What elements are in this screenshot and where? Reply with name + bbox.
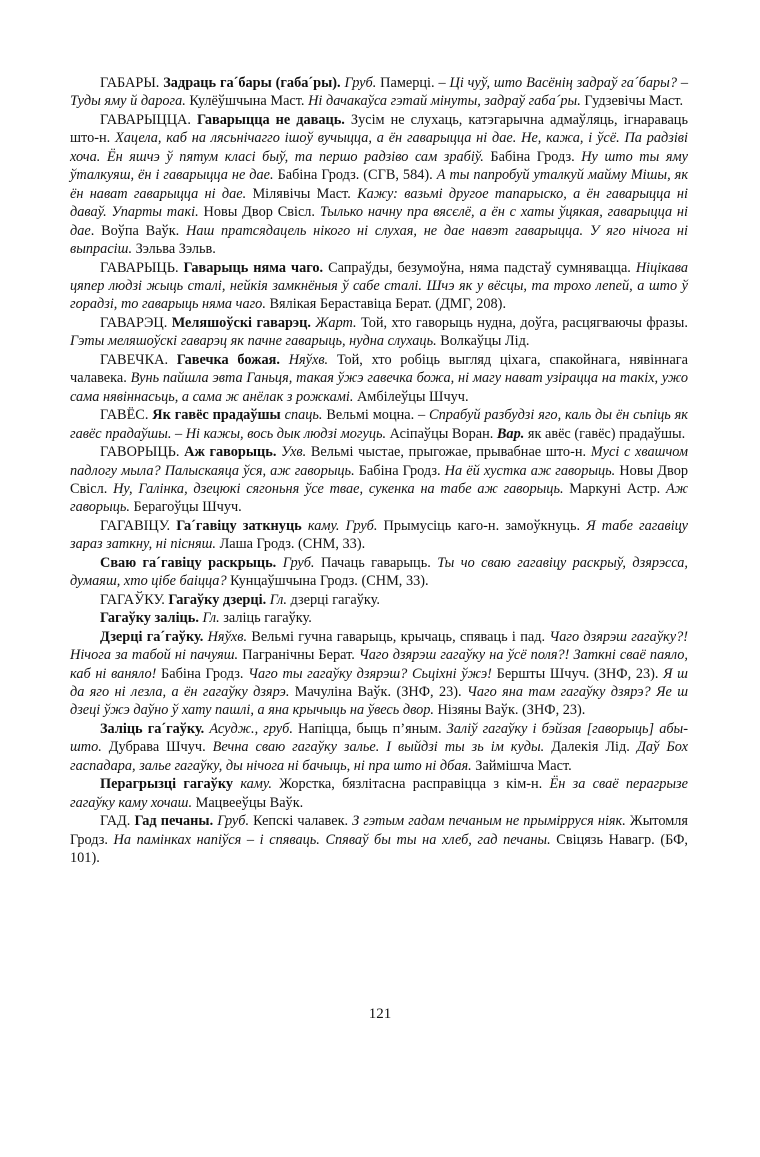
headword: Перагрызці гагаўку [100, 776, 234, 793]
entry-text: ГАВАРЭЦ. [100, 314, 172, 331]
example-text: Вечна сваю гагаўку залье. І выйдзі ты зь ім куды. [212, 739, 545, 756]
example-text: Жарт. [315, 314, 357, 331]
dictionary-entry [70, 609, 688, 627]
dictionary-entry [70, 74, 688, 111]
example-text: Груб. [282, 554, 315, 571]
entry-text: Волкаўцы Лід. [436, 333, 530, 350]
example-text: Хацела, каб на лясьнічагго ішоў вучыцца, а ён гаварыцца ні дае. Не, кажа, і ўсё. Па радзіві хоча. Ён яшчэ ў пятум класі быў, та першо радзіво сам зрабіў. [70, 130, 688, 165]
example-text: Асудж., груб. [209, 720, 293, 737]
example-text: Заліў гагаўку і бэйзая [гаворыць] абы-што. [70, 720, 688, 756]
example-text: Чаго ты гагаўку дзярэш? Сьціхні ўжэ! [248, 665, 492, 682]
entry-text: Мілявічы Маст. [246, 185, 358, 202]
example-text: Тылько начну пра вясєлё, а ён с хаты ўцякая, гаварыцца ні дае [70, 204, 688, 239]
entry-text: Лаша Гродз. (СНМ, 33). [216, 536, 366, 553]
dictionary-entry [70, 591, 688, 609]
entry-text: Жорстка, бязлітасна расправіцца з кім-н. [271, 776, 550, 793]
dictionary-entry [70, 259, 688, 314]
dictionary-entries [70, 74, 688, 867]
example-text: каму. Груб. [307, 517, 378, 534]
entry-text: заліць гагаўку. [219, 610, 312, 627]
entry-text: Жытомля Гродз. [70, 813, 689, 848]
example-text: Ты чо сваю гагавіцу раскрыў, дзярэсса, думаяш, хто цібе баіцца? [70, 554, 688, 590]
example-text: Гэты меляшоўскі гаварэц як пачне гаварыць, нудна слухаць. [70, 333, 437, 350]
entry-text: Вельмі моцна. – [322, 407, 430, 424]
entry-text: ГАБАРЫ. [100, 75, 164, 91]
entry-text: дзерці гагаўку. [286, 591, 380, 608]
example-text: Я табе гагавіцу зараз заткну, ні пісняш. [70, 517, 688, 553]
example-text: Кажу: вазьмі другое тапарыско, а ён гаварыцца ні даваў. Упарты такі. [70, 185, 688, 221]
entry-text: . Воўпа Ваўк. [90, 222, 186, 239]
headword: Як гавёс прадаўшы [152, 407, 281, 424]
entry-text: Той, хто робіць выгляд ціхага, спакойнага, нявіннага чалавека. [70, 351, 688, 387]
entry-text: ГАВОРЫЦЬ. [100, 444, 185, 461]
entry-text: Новы Двор Свісл. [198, 204, 320, 221]
dictionary-entry [70, 111, 688, 259]
example-text: Наш пратсядацель нікого ні слухая, не дае навэт гаварыцца. У яго нічога ні выпрасіш. [70, 222, 688, 258]
entry-text: Бабіна Гродз. (СГВ, 584). [273, 167, 437, 184]
entry-text: ГАГАВІЦУ. [100, 517, 177, 534]
entry-text: Пачаць гаварыць. [314, 554, 438, 571]
entry-text: Той, хто гаворыць нудна, доўга, расцягваючы фразы. [356, 314, 688, 331]
page-number: 121 [368, 1006, 392, 1022]
entry-text: Вялікая Берастaвіца Берат. (ДМГ, 208). [265, 296, 507, 313]
dictionary-entry [70, 812, 688, 867]
entry-text: ГАГАЎКУ. [100, 591, 169, 608]
headword: Га´гавіцу заткнуць [176, 517, 302, 534]
entry-text: Сапраўды, безумоўна, няма падстаў сумнявацца. [323, 259, 636, 276]
entry-text: Мачуліна Ваўк. (ЗНФ, 23). [289, 683, 467, 700]
example-text: Спрабуй разбудзі яго, каль ды ён сьпіць як гавёс прадаўшы. – Ні кажы, вось дык людзі могуць. [70, 407, 688, 442]
dictionary-entry [70, 720, 688, 775]
headword: Аж гаворыць. [184, 444, 277, 461]
entry-text: ГАД. [100, 813, 135, 830]
entry-text: Асіпаўцы Воран. [386, 425, 497, 442]
entry-text: Вельмі гучна гаварыць, крычаць, спяваць і пад. [247, 628, 550, 645]
example-text: Чаго дзярэш гагаўку на ўсё поля?! Заткні сваё паяло, каб ні ваняло! [70, 647, 688, 682]
example-text: Чаго яна там гагаўку дзярэ? Яе ш дзеці ўжэ даўно ў хату пашлі, а яна крычыць на ўвесь двор. [70, 683, 688, 719]
entry-text: Кунцаўшчына Гродз. (СНМ, 33). [226, 573, 429, 590]
headword: Заліць га´гаўку. [100, 720, 205, 737]
dictionary-entry [70, 314, 688, 351]
example-text: Ніцікава цяпер людзі жыць сталі, нейкія замкнёныя ў сабе сталі. Шчэ як у вёсцы, та трохо лепей, а што ў горадзі, то гаварыць няма чаго. [70, 259, 688, 313]
dictionary-entry [70, 775, 688, 812]
example-text: Гл. [269, 591, 287, 608]
entry-text: Зэльва Зэльв. [132, 241, 216, 258]
entry-text: Прымусіць каго-н. замоўкнуць. [377, 517, 587, 534]
dictionary-entry [70, 517, 688, 554]
entry-text: Бабіна Гродз. [483, 148, 582, 165]
entry-text: Дубрава Шчуч. [101, 739, 213, 756]
example-text: спаць. [284, 407, 323, 424]
example-text: Няўхв. [288, 351, 329, 368]
example-text: Даў Бох гаспадара, залье гагаўку, ды нічога ні бачыць, ні пра што ні дбая. [70, 739, 688, 774]
headword: Гагаўку дзерці. [168, 591, 267, 608]
entry-text: Бабіна Гродз. [354, 462, 445, 479]
example-text: Няўхв. [207, 628, 248, 645]
dictionary-entry [70, 443, 688, 517]
dictionary-entry [70, 554, 688, 591]
entry-text: Кепскі чалавек. [249, 813, 353, 830]
entry-text: Маркуні Астр. [563, 480, 666, 497]
headword: Меляшоўскі гаварэц. [171, 314, 311, 331]
entry-text: Мацвееўцы Ваўк. [192, 794, 304, 811]
entry-text: Зусім не слухаць, катэгарычна адмаўляць, ігнараваць што-н. [70, 111, 688, 147]
variant-label: Вар. [496, 425, 525, 442]
entry-text: Кулёўшчына Маст. [185, 93, 309, 110]
example-text: З гэтым гадам печаным не прымірруся ніяк. [352, 813, 626, 830]
entry-text: Бабіна Гродз. [156, 665, 249, 682]
example-text: Груб. [344, 75, 377, 91]
entry-text: Гудзевічы Маст. [580, 93, 684, 110]
entry-text: ГАВЁС. [100, 407, 153, 424]
example-text: Ну, Галінка, дзецюкі сягоньня ўсе твае, сукенка на табе аж гаворыць. [113, 480, 564, 497]
entry-text: Памерці. – [376, 75, 450, 91]
headword: Сваю га´гавіцу раскрыць. [100, 554, 277, 571]
entry-text: Бершты Шчуч. (ЗНФ, 23). [491, 665, 664, 682]
example-text: каму. [240, 776, 272, 793]
entry-text: як авёс (гавёс) прадаўшы. [524, 425, 686, 442]
entry-text: Вельмі чыстае, прыгожае, прывабнае што-н. [306, 444, 591, 461]
example-text: А ты папробуй уталкуй майму Мішы, як ён нават гаварыцца ні дае. [70, 167, 689, 202]
entry-text: Берагоўцы Шчуч. [129, 499, 242, 516]
entry-text: Пагранічны Берат. [238, 647, 359, 664]
headword: Гаварыцца не даваць. [197, 111, 345, 128]
headword: Дзерці га´гаўку. [100, 628, 204, 645]
example-text: Вунь пайшла эвта Ганьця, такая ўжэ гавечка божа, ні магу нават узірацца на такіх, ужо сама нявіннасьць, а сама ж анёлак з рожкамі. [70, 370, 688, 405]
dictionary-entry [70, 406, 688, 443]
headword: Гагаўку заліць. [100, 610, 199, 627]
entry-text: Свіцязь Навагр. (БФ, 101). [70, 831, 688, 867]
headword: Гад печаны. [134, 813, 214, 830]
example-text: Ну што ты яму ўталкуяш, ён і гаварыцца не дае. [70, 148, 688, 184]
entry-text: Займішча Маст. [471, 757, 572, 774]
entry-text: ГАВАРЫЦЦА. [100, 111, 197, 128]
entry-text: Напіцца, быць п’яным. [292, 720, 447, 737]
headword: Задраць га´бары (габа´ры). [163, 75, 341, 91]
example-text: Ні дачакаўса гэтай мінуты, задраў габа´ры. [308, 93, 581, 110]
example-text: Гл. [202, 610, 220, 627]
example-text: Ухв. [281, 444, 307, 461]
headword: Гавечка божая. [176, 351, 280, 368]
entry-text [280, 352, 289, 368]
dictionary-entry [70, 628, 688, 720]
headword: Гаварыць няма чаго. [183, 259, 324, 276]
entry-text: Новы Двор Свісл. [70, 462, 688, 497]
example-text: Мусі с хвашчом падлогу мыла? Палыскаяца ўся, аж гаворыць. [70, 444, 689, 479]
dictionary-entry [70, 351, 688, 406]
example-text: Ён за сваё перагрызе гагаўку каму хочаш. [70, 776, 688, 811]
example-text: Я ш да яго ні лезла, а ён гагаўку дзярэ. [70, 665, 688, 700]
example-text: Аж гаворыць. [70, 480, 689, 516]
entry-text: ГАВАРЫЦЬ. [100, 259, 184, 276]
example-text: Чаго дзярэш гагаўку?! Нічога за табой ні пачуяш. [70, 628, 688, 664]
entry-text: Далекія Лід. [544, 739, 637, 756]
entry-text: Нізяны Ваўк. (ЗНФ, 23). [433, 702, 586, 719]
example-text: На ёй хустка аж гаворыць. [444, 462, 616, 479]
entry-text: Амбілеўцы Шчуч. [353, 388, 469, 405]
example-text: Груб. [217, 813, 250, 830]
example-text: На памінках напіўся – і спяваць. Спяваў бы ты на хлеб, гад печаны. [113, 831, 551, 848]
example-text: Ці чуў, што Васёнің задраў га´бары? – Туды яму й дарога. [70, 75, 689, 110]
entry-text: ГАВЕЧКА. [100, 351, 177, 368]
